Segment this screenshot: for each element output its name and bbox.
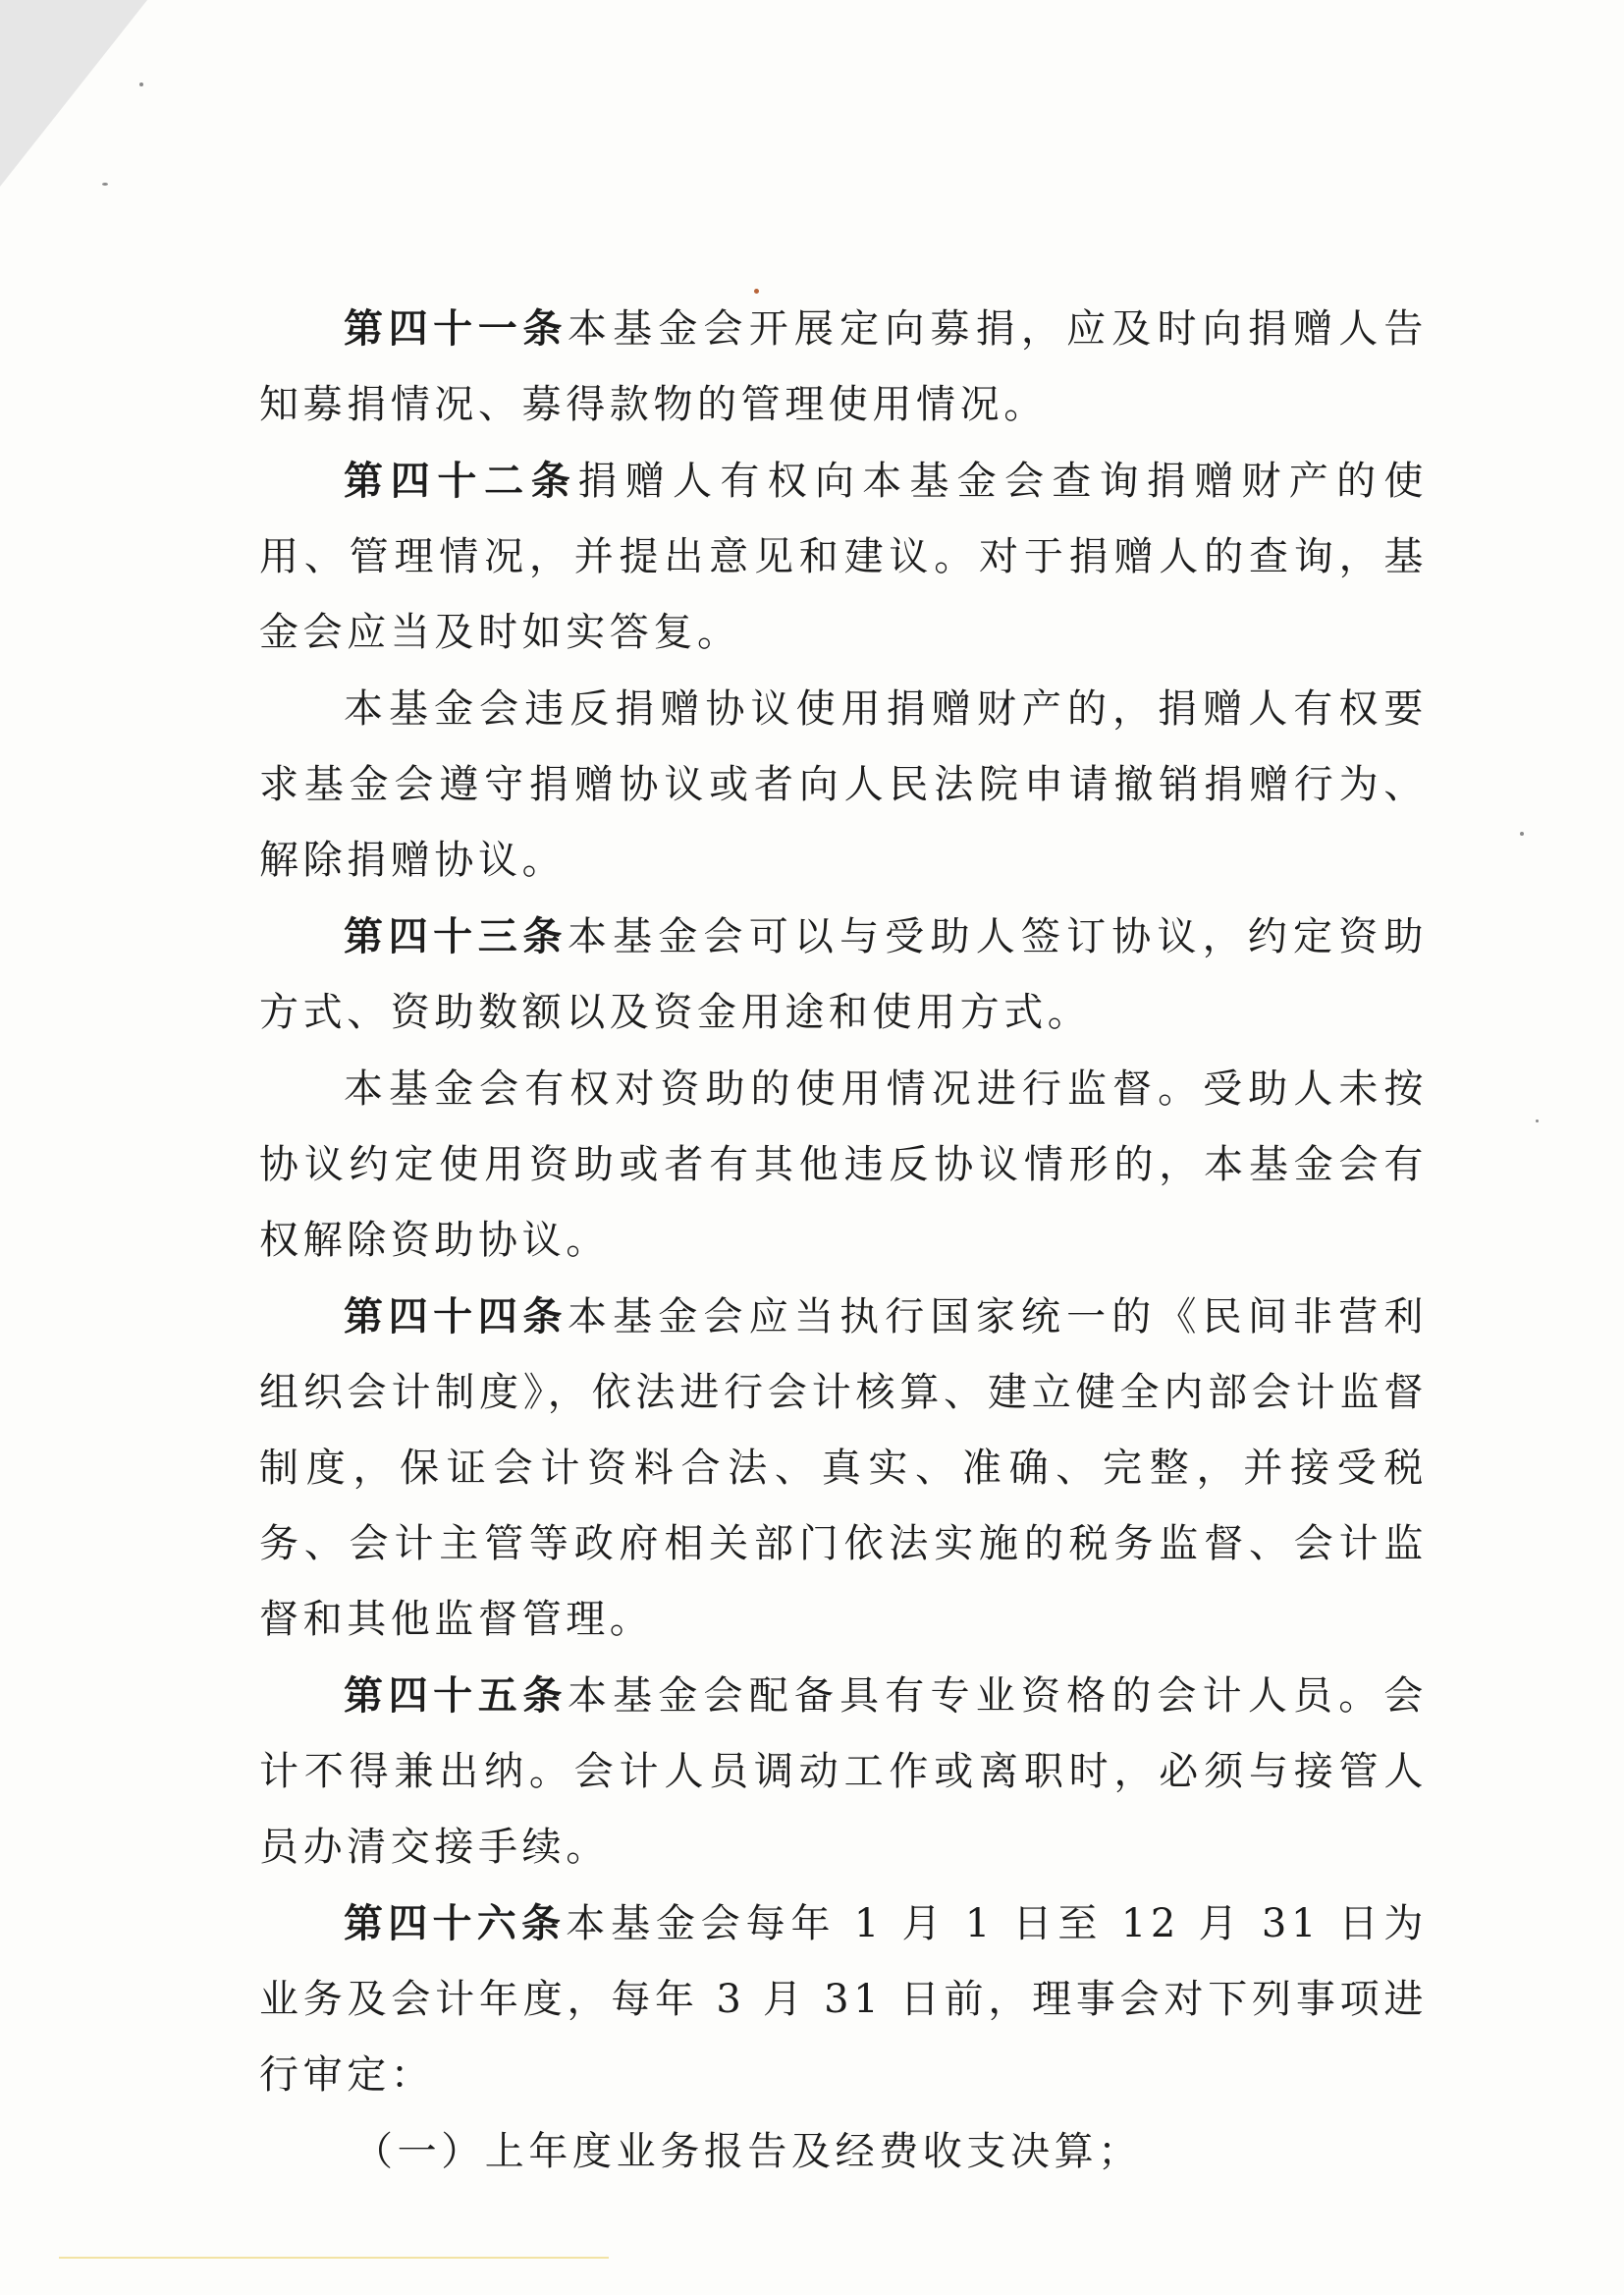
article-number: 第四十一条 (344, 305, 568, 352)
paragraph-text: 本基金会应当执行国家统一的《民间非营利组织会计制度》，依法进行会计核算、建立健全内部会计监督制度，保证会计资料合法、真实、准确、完整，并接受税务、会计主管等政府相关部门依法实施的税务监督、会计监督和其他监督管理。 (259, 1294, 1429, 1642)
paragraph-text: 捐赠人有权向本基金会查询捐赠财产的使用、管理情况，并提出意见和建议。对于捐赠人的查询，基金会应当及时如实答复。 (259, 459, 1428, 655)
list-item (259, 2113, 1428, 2190)
article-number: 第四十三条 (344, 913, 568, 959)
folded-corner (0, 0, 147, 187)
paragraph (259, 1051, 1428, 1279)
paragraph-text: （一）上年度业务报告及经费收支决算； (353, 2129, 1142, 2174)
scan-speck (102, 183, 108, 186)
paragraph-text: 本基金会违反捐赠协议使用捐赠财产的，捐赠人有权要求基金会遵守捐赠协议或者向人民法院申请撤销捐赠行为、解除捐赠协议。 (259, 686, 1428, 883)
scan-speck (139, 82, 143, 86)
article-number: 第四十六条 (344, 1900, 567, 1946)
paragraph-text: 本基金会配备具有专业资格的会计人员。会计不得兼出纳。会计人员调动工作或离职时，必须与接管人员办清交接手续。 (259, 1673, 1429, 1870)
paragraph-text: 本基金会有权对资助的使用情况进行监督。受助人未按协议约定使用资助或者有其他违反协议情形的，本基金会有权解除资助协议。 (259, 1066, 1428, 1263)
paragraph (259, 899, 1428, 1051)
scan-edge-line (59, 2257, 609, 2259)
paragraph (259, 1658, 1428, 1885)
paragraph (259, 1885, 1428, 2113)
paragraph-text: 本基金会开展定向募捐，应及时向捐赠人告知募捐情况、募得款物的管理使用情况。 (259, 306, 1429, 427)
paragraph (259, 1279, 1428, 1658)
article-number: 第四十四条 (344, 1293, 568, 1339)
paragraph (259, 671, 1428, 899)
paragraph-text: 本基金会每年 1 月 1 日至 12 月 31 日为业务及会计年度，每年 3 月 31 日前，理事会对下列事项进行审定： (259, 1901, 1429, 2098)
document-body (259, 291, 1428, 2190)
article-number: 第四十二条 (344, 458, 578, 504)
paragraph-text: 本基金会可以与受助人签订协议，约定资助方式、资助数额以及资金用途和使用方式。 (259, 914, 1429, 1035)
scan-speck (1536, 1120, 1539, 1122)
paragraph (259, 443, 1428, 671)
scan-speck (1520, 832, 1524, 836)
article-number: 第四十五条 (344, 1672, 568, 1719)
paragraph (259, 291, 1428, 443)
